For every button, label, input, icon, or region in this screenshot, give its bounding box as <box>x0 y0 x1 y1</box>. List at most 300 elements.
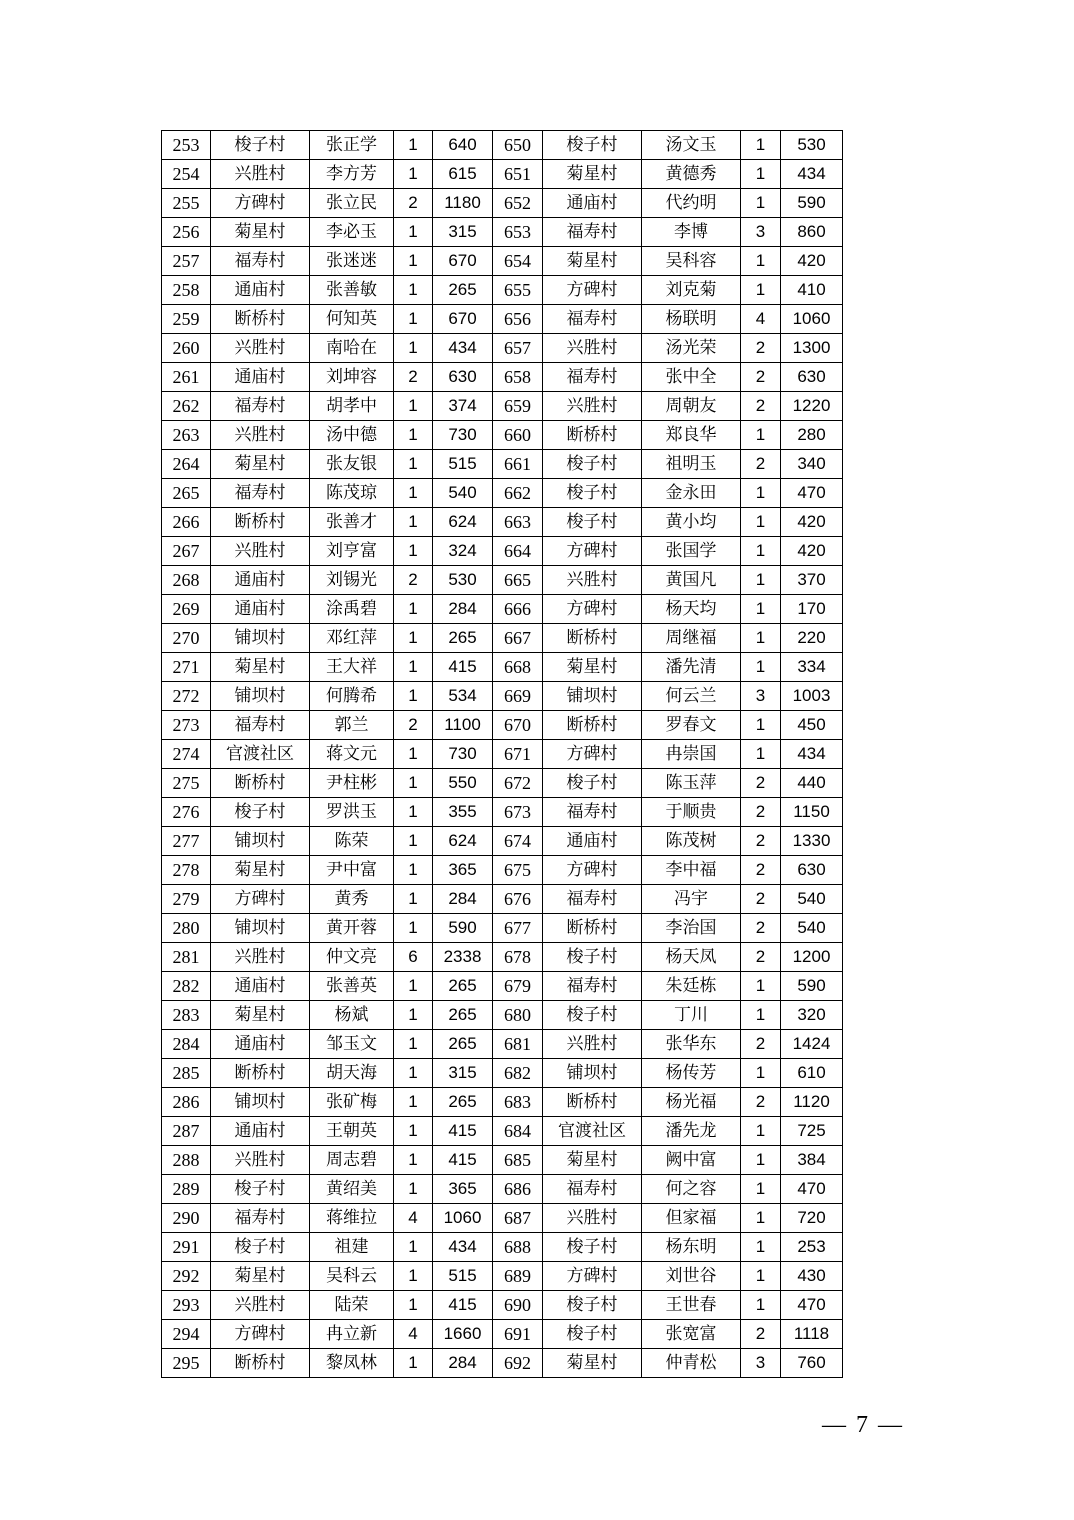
table-row <box>162 1059 843 1088</box>
left-name-cell: 陆荣 <box>310 1291 394 1320</box>
left-serial-cell: 256 <box>162 218 211 247</box>
table-body <box>162 131 843 1378</box>
left-serial-cell: 259 <box>162 305 211 334</box>
left-people-count-cell: 1 <box>394 450 433 479</box>
left-people-count-cell: 1 <box>394 1262 433 1291</box>
left-amount-cell: 624 <box>433 508 493 537</box>
table-row <box>162 595 843 624</box>
left-serial-cell: 276 <box>162 798 211 827</box>
right-name-cell: 杨天凤 <box>642 943 741 972</box>
left-village-cell: 梭子村 <box>211 798 310 827</box>
right-village-cell: 兴胜村 <box>543 566 642 595</box>
left-people-count-cell: 4 <box>394 1204 433 1233</box>
left-village-cell: 断桥村 <box>211 769 310 798</box>
left-name-cell: 郭兰 <box>310 711 394 740</box>
right-amount-cell: 253 <box>781 1233 843 1262</box>
left-village-cell: 梭子村 <box>211 1233 310 1262</box>
table-row <box>162 218 843 247</box>
right-name-cell: 何之容 <box>642 1175 741 1204</box>
right-serial-cell: 684 <box>493 1117 543 1146</box>
left-people-count-cell: 1 <box>394 1088 433 1117</box>
left-village-cell: 兴胜村 <box>211 1291 310 1320</box>
left-serial-cell: 279 <box>162 885 211 914</box>
table-row <box>162 682 843 711</box>
left-people-count-cell: 1 <box>394 247 433 276</box>
left-amount-cell: 515 <box>433 1262 493 1291</box>
left-people-count-cell: 1 <box>394 1349 433 1378</box>
left-name-cell: 黄秀 <box>310 885 394 914</box>
table-row <box>162 160 843 189</box>
right-serial-cell: 662 <box>493 479 543 508</box>
left-name-cell: 刘坤容 <box>310 363 394 392</box>
table-row <box>162 479 843 508</box>
left-amount-cell: 434 <box>433 1233 493 1262</box>
right-people-count-cell: 2 <box>741 1320 781 1349</box>
left-serial-cell: 278 <box>162 856 211 885</box>
right-amount-cell: 540 <box>781 914 843 943</box>
left-name-cell: 罗洪玉 <box>310 798 394 827</box>
right-name-cell: 陈玉萍 <box>642 769 741 798</box>
left-amount-cell: 355 <box>433 798 493 827</box>
right-serial-cell: 651 <box>493 160 543 189</box>
left-name-cell: 王大祥 <box>310 653 394 682</box>
right-name-cell: 金永田 <box>642 479 741 508</box>
left-name-cell: 周志碧 <box>310 1146 394 1175</box>
table-row <box>162 508 843 537</box>
left-amount-cell: 550 <box>433 769 493 798</box>
right-people-count-cell: 1 <box>741 1059 781 1088</box>
right-name-cell: 张华东 <box>642 1030 741 1059</box>
table-row <box>162 653 843 682</box>
right-village-cell: 菊星村 <box>543 653 642 682</box>
table-row <box>162 1001 843 1030</box>
left-amount-cell: 1180 <box>433 189 493 218</box>
right-people-count-cell: 1 <box>741 508 781 537</box>
left-serial-cell: 280 <box>162 914 211 943</box>
left-serial-cell: 273 <box>162 711 211 740</box>
right-name-cell: 杨联明 <box>642 305 741 334</box>
left-amount-cell: 434 <box>433 334 493 363</box>
right-amount-cell: 450 <box>781 711 843 740</box>
left-people-count-cell: 1 <box>394 1146 433 1175</box>
left-name-cell: 胡天海 <box>310 1059 394 1088</box>
right-serial-cell: 672 <box>493 769 543 798</box>
table-row <box>162 1030 843 1059</box>
table-row <box>162 305 843 334</box>
left-name-cell: 张善英 <box>310 972 394 1001</box>
right-name-cell: 杨东明 <box>642 1233 741 1262</box>
right-village-cell: 菊星村 <box>543 1146 642 1175</box>
right-people-count-cell: 1 <box>741 711 781 740</box>
right-people-count-cell: 1 <box>741 1204 781 1233</box>
left-people-count-cell: 2 <box>394 189 433 218</box>
table-row <box>162 769 843 798</box>
right-people-count-cell: 1 <box>741 537 781 566</box>
left-amount-cell: 530 <box>433 566 493 595</box>
right-amount-cell: 1150 <box>781 798 843 827</box>
right-amount-cell: 410 <box>781 276 843 305</box>
right-amount-cell: 630 <box>781 363 843 392</box>
right-name-cell: 潘先清 <box>642 653 741 682</box>
left-people-count-cell: 1 <box>394 972 433 1001</box>
left-people-count-cell: 1 <box>394 595 433 624</box>
left-village-cell: 兴胜村 <box>211 943 310 972</box>
left-village-cell: 铺坝村 <box>211 624 310 653</box>
right-amount-cell: 1220 <box>781 392 843 421</box>
table-row <box>162 247 843 276</box>
left-people-count-cell: 1 <box>394 827 433 856</box>
left-people-count-cell: 1 <box>394 1233 433 1262</box>
left-name-cell: 张正学 <box>310 131 394 160</box>
right-name-cell: 黄国凡 <box>642 566 741 595</box>
left-people-count-cell: 1 <box>394 305 433 334</box>
right-serial-cell: 679 <box>493 972 543 1001</box>
table-row <box>162 334 843 363</box>
left-village-cell: 断桥村 <box>211 305 310 334</box>
right-amount-cell: 370 <box>781 566 843 595</box>
right-name-cell: 周朝友 <box>642 392 741 421</box>
right-name-cell: 罗春文 <box>642 711 741 740</box>
left-name-cell: 刘锡光 <box>310 566 394 595</box>
right-village-cell: 断桥村 <box>543 1088 642 1117</box>
left-village-cell: 菊星村 <box>211 218 310 247</box>
left-name-cell: 李必玉 <box>310 218 394 247</box>
left-people-count-cell: 1 <box>394 1291 433 1320</box>
right-serial-cell: 683 <box>493 1088 543 1117</box>
right-serial-cell: 682 <box>493 1059 543 1088</box>
left-serial-cell: 271 <box>162 653 211 682</box>
left-name-cell: 仲文亮 <box>310 943 394 972</box>
left-serial-cell: 284 <box>162 1030 211 1059</box>
right-village-cell: 兴胜村 <box>543 1030 642 1059</box>
table-row <box>162 1262 843 1291</box>
right-amount-cell: 725 <box>781 1117 843 1146</box>
right-people-count-cell: 1 <box>741 247 781 276</box>
right-serial-cell: 667 <box>493 624 543 653</box>
left-amount-cell: 540 <box>433 479 493 508</box>
left-amount-cell: 415 <box>433 1291 493 1320</box>
right-village-cell: 方碑村 <box>543 856 642 885</box>
right-serial-cell: 681 <box>493 1030 543 1059</box>
left-name-cell: 陈荣 <box>310 827 394 856</box>
right-village-cell: 兴胜村 <box>543 392 642 421</box>
left-serial-cell: 253 <box>162 131 211 160</box>
left-village-cell: 兴胜村 <box>211 537 310 566</box>
right-people-count-cell: 2 <box>741 450 781 479</box>
left-name-cell: 张迷迷 <box>310 247 394 276</box>
right-name-cell: 张宽富 <box>642 1320 741 1349</box>
table-row <box>162 363 843 392</box>
right-serial-cell: 664 <box>493 537 543 566</box>
left-name-cell: 祖建 <box>310 1233 394 1262</box>
left-serial-cell: 269 <box>162 595 211 624</box>
right-people-count-cell: 3 <box>741 1349 781 1378</box>
left-serial-cell: 282 <box>162 972 211 1001</box>
left-name-cell: 蒋文元 <box>310 740 394 769</box>
right-serial-cell: 685 <box>493 1146 543 1175</box>
right-people-count-cell: 4 <box>741 305 781 334</box>
right-village-cell: 梭子村 <box>543 131 642 160</box>
left-amount-cell: 315 <box>433 218 493 247</box>
table-row <box>162 856 843 885</box>
left-people-count-cell: 1 <box>394 1030 433 1059</box>
right-people-count-cell: 2 <box>741 914 781 943</box>
right-people-count-cell: 2 <box>741 827 781 856</box>
table-row <box>162 537 843 566</box>
right-amount-cell: 1118 <box>781 1320 843 1349</box>
left-village-cell: 断桥村 <box>211 508 310 537</box>
right-name-cell: 黄小均 <box>642 508 741 537</box>
right-name-cell: 张国学 <box>642 537 741 566</box>
left-village-cell: 福寿村 <box>211 711 310 740</box>
right-amount-cell: 170 <box>781 595 843 624</box>
right-serial-cell: 690 <box>493 1291 543 1320</box>
table-row <box>162 1320 843 1349</box>
left-amount-cell: 615 <box>433 160 493 189</box>
left-amount-cell: 265 <box>433 276 493 305</box>
left-people-count-cell: 1 <box>394 1175 433 1204</box>
right-name-cell: 王世春 <box>642 1291 741 1320</box>
left-people-count-cell: 2 <box>394 363 433 392</box>
left-people-count-cell: 1 <box>394 653 433 682</box>
right-amount-cell: 1424 <box>781 1030 843 1059</box>
table-row <box>162 1146 843 1175</box>
table-row <box>162 1291 843 1320</box>
right-village-cell: 福寿村 <box>543 972 642 1001</box>
right-village-cell: 梭子村 <box>543 508 642 537</box>
left-people-count-cell: 1 <box>394 682 433 711</box>
right-serial-cell: 655 <box>493 276 543 305</box>
left-amount-cell: 265 <box>433 972 493 1001</box>
right-serial-cell: 657 <box>493 334 543 363</box>
right-people-count-cell: 2 <box>741 885 781 914</box>
left-serial-cell: 264 <box>162 450 211 479</box>
left-amount-cell: 590 <box>433 914 493 943</box>
right-village-cell: 梭子村 <box>543 1233 642 1262</box>
table-row <box>162 914 843 943</box>
left-village-cell: 通庙村 <box>211 363 310 392</box>
left-village-cell: 梭子村 <box>211 131 310 160</box>
right-name-cell: 朱廷栋 <box>642 972 741 1001</box>
left-name-cell: 黄开蓉 <box>310 914 394 943</box>
left-name-cell: 胡孝中 <box>310 392 394 421</box>
right-people-count-cell: 2 <box>741 1030 781 1059</box>
right-amount-cell: 420 <box>781 508 843 537</box>
right-serial-cell: 659 <box>493 392 543 421</box>
right-serial-cell: 670 <box>493 711 543 740</box>
left-serial-cell: 265 <box>162 479 211 508</box>
right-village-cell: 梭子村 <box>543 1001 642 1030</box>
left-name-cell: 南哈在 <box>310 334 394 363</box>
left-name-cell: 邹玉文 <box>310 1030 394 1059</box>
left-village-cell: 铺坝村 <box>211 827 310 856</box>
right-amount-cell: 1003 <box>781 682 843 711</box>
right-village-cell: 通庙村 <box>543 827 642 856</box>
right-people-count-cell: 1 <box>741 1291 781 1320</box>
right-amount-cell: 320 <box>781 1001 843 1030</box>
right-people-count-cell: 1 <box>741 1262 781 1291</box>
left-village-cell: 官渡社区 <box>211 740 310 769</box>
right-village-cell: 铺坝村 <box>543 1059 642 1088</box>
left-name-cell: 张善才 <box>310 508 394 537</box>
left-serial-cell: 287 <box>162 1117 211 1146</box>
left-village-cell: 兴胜村 <box>211 1146 310 1175</box>
left-village-cell: 铺坝村 <box>211 682 310 711</box>
right-amount-cell: 470 <box>781 1175 843 1204</box>
right-serial-cell: 660 <box>493 421 543 450</box>
table-row <box>162 885 843 914</box>
left-amount-cell: 640 <box>433 131 493 160</box>
left-village-cell: 福寿村 <box>211 247 310 276</box>
right-serial-cell: 656 <box>493 305 543 334</box>
right-people-count-cell: 1 <box>741 653 781 682</box>
right-name-cell: 杨光福 <box>642 1088 741 1117</box>
left-amount-cell: 624 <box>433 827 493 856</box>
right-name-cell: 祖明玉 <box>642 450 741 479</box>
right-people-count-cell: 1 <box>741 1117 781 1146</box>
right-serial-cell: 676 <box>493 885 543 914</box>
right-name-cell: 但家福 <box>642 1204 741 1233</box>
right-serial-cell: 650 <box>493 131 543 160</box>
right-serial-cell: 653 <box>493 218 543 247</box>
right-amount-cell: 334 <box>781 653 843 682</box>
right-people-count-cell: 1 <box>741 624 781 653</box>
right-name-cell: 丁川 <box>642 1001 741 1030</box>
left-amount-cell: 324 <box>433 537 493 566</box>
right-village-cell: 方碑村 <box>543 595 642 624</box>
right-village-cell: 梭子村 <box>543 769 642 798</box>
left-serial-cell: 291 <box>162 1233 211 1262</box>
right-amount-cell: 590 <box>781 972 843 1001</box>
left-serial-cell: 263 <box>162 421 211 450</box>
right-people-count-cell: 3 <box>741 682 781 711</box>
left-amount-cell: 265 <box>433 1088 493 1117</box>
left-amount-cell: 265 <box>433 1001 493 1030</box>
left-people-count-cell: 1 <box>394 740 433 769</box>
right-name-cell: 郑良华 <box>642 421 741 450</box>
right-name-cell: 汤光荣 <box>642 334 741 363</box>
left-village-cell: 菊星村 <box>211 856 310 885</box>
right-people-count-cell: 2 <box>741 1088 781 1117</box>
left-name-cell: 刘亨富 <box>310 537 394 566</box>
right-serial-cell: 661 <box>493 450 543 479</box>
right-village-cell: 菊星村 <box>543 160 642 189</box>
left-serial-cell: 292 <box>162 1262 211 1291</box>
left-serial-cell: 255 <box>162 189 211 218</box>
right-amount-cell: 630 <box>781 856 843 885</box>
right-amount-cell: 434 <box>781 740 843 769</box>
left-name-cell: 张矿梅 <box>310 1088 394 1117</box>
right-name-cell: 杨天均 <box>642 595 741 624</box>
right-name-cell: 周继福 <box>642 624 741 653</box>
right-village-cell: 福寿村 <box>543 305 642 334</box>
table-row <box>162 827 843 856</box>
right-name-cell: 陈茂树 <box>642 827 741 856</box>
right-name-cell: 吴科容 <box>642 247 741 276</box>
right-amount-cell: 590 <box>781 189 843 218</box>
table-row <box>162 189 843 218</box>
right-serial-cell: 665 <box>493 566 543 595</box>
right-serial-cell: 677 <box>493 914 543 943</box>
left-people-count-cell: 1 <box>394 769 433 798</box>
left-amount-cell: 2338 <box>433 943 493 972</box>
page-number: — 7 — <box>822 1412 904 1438</box>
left-name-cell: 汤中德 <box>310 421 394 450</box>
left-amount-cell: 1100 <box>433 711 493 740</box>
right-serial-cell: 689 <box>493 1262 543 1291</box>
left-amount-cell: 630 <box>433 363 493 392</box>
left-serial-cell: 294 <box>162 1320 211 1349</box>
right-amount-cell: 470 <box>781 1291 843 1320</box>
right-amount-cell: 1300 <box>781 334 843 363</box>
left-name-cell: 尹柱彬 <box>310 769 394 798</box>
right-village-cell: 兴胜村 <box>543 1204 642 1233</box>
right-name-cell: 潘先龙 <box>642 1117 741 1146</box>
left-name-cell: 涂禹碧 <box>310 595 394 624</box>
left-name-cell: 张善敏 <box>310 276 394 305</box>
right-village-cell: 断桥村 <box>543 624 642 653</box>
left-people-count-cell: 1 <box>394 624 433 653</box>
left-village-cell: 梭子村 <box>211 1175 310 1204</box>
right-name-cell: 刘克菊 <box>642 276 741 305</box>
left-people-count-cell: 1 <box>394 276 433 305</box>
left-village-cell: 铺坝村 <box>211 1088 310 1117</box>
right-name-cell: 代约明 <box>642 189 741 218</box>
right-people-count-cell: 3 <box>741 218 781 247</box>
right-people-count-cell: 1 <box>741 972 781 1001</box>
left-serial-cell: 293 <box>162 1291 211 1320</box>
right-serial-cell: 680 <box>493 1001 543 1030</box>
right-serial-cell: 673 <box>493 798 543 827</box>
right-village-cell: 断桥村 <box>543 711 642 740</box>
right-village-cell: 官渡社区 <box>543 1117 642 1146</box>
left-village-cell: 菊星村 <box>211 450 310 479</box>
right-amount-cell: 434 <box>781 160 843 189</box>
right-name-cell: 黄德秀 <box>642 160 741 189</box>
left-name-cell: 蒋维拉 <box>310 1204 394 1233</box>
left-name-cell: 陈茂琼 <box>310 479 394 508</box>
left-people-count-cell: 1 <box>394 798 433 827</box>
right-amount-cell: 530 <box>781 131 843 160</box>
right-amount-cell: 1120 <box>781 1088 843 1117</box>
left-name-cell: 杨斌 <box>310 1001 394 1030</box>
left-people-count-cell: 1 <box>394 479 433 508</box>
right-people-count-cell: 2 <box>741 856 781 885</box>
right-people-count-cell: 1 <box>741 1146 781 1175</box>
left-name-cell: 尹中富 <box>310 856 394 885</box>
right-amount-cell: 440 <box>781 769 843 798</box>
left-village-cell: 福寿村 <box>211 392 310 421</box>
left-name-cell: 张立民 <box>310 189 394 218</box>
table-row <box>162 1088 843 1117</box>
left-village-cell: 通庙村 <box>211 1030 310 1059</box>
left-amount-cell: 284 <box>433 885 493 914</box>
right-name-cell: 李中福 <box>642 856 741 885</box>
left-village-cell: 方碑村 <box>211 885 310 914</box>
table-row <box>162 1349 843 1378</box>
left-people-count-cell: 1 <box>394 421 433 450</box>
right-village-cell: 铺坝村 <box>543 682 642 711</box>
left-name-cell: 邓红萍 <box>310 624 394 653</box>
right-people-count-cell: 1 <box>741 1001 781 1030</box>
right-village-cell: 福寿村 <box>543 798 642 827</box>
left-village-cell: 通庙村 <box>211 566 310 595</box>
left-serial-cell: 272 <box>162 682 211 711</box>
right-village-cell: 梭子村 <box>543 1320 642 1349</box>
table-row <box>162 276 843 305</box>
right-village-cell: 断桥村 <box>543 914 642 943</box>
left-people-count-cell: 1 <box>394 334 433 363</box>
